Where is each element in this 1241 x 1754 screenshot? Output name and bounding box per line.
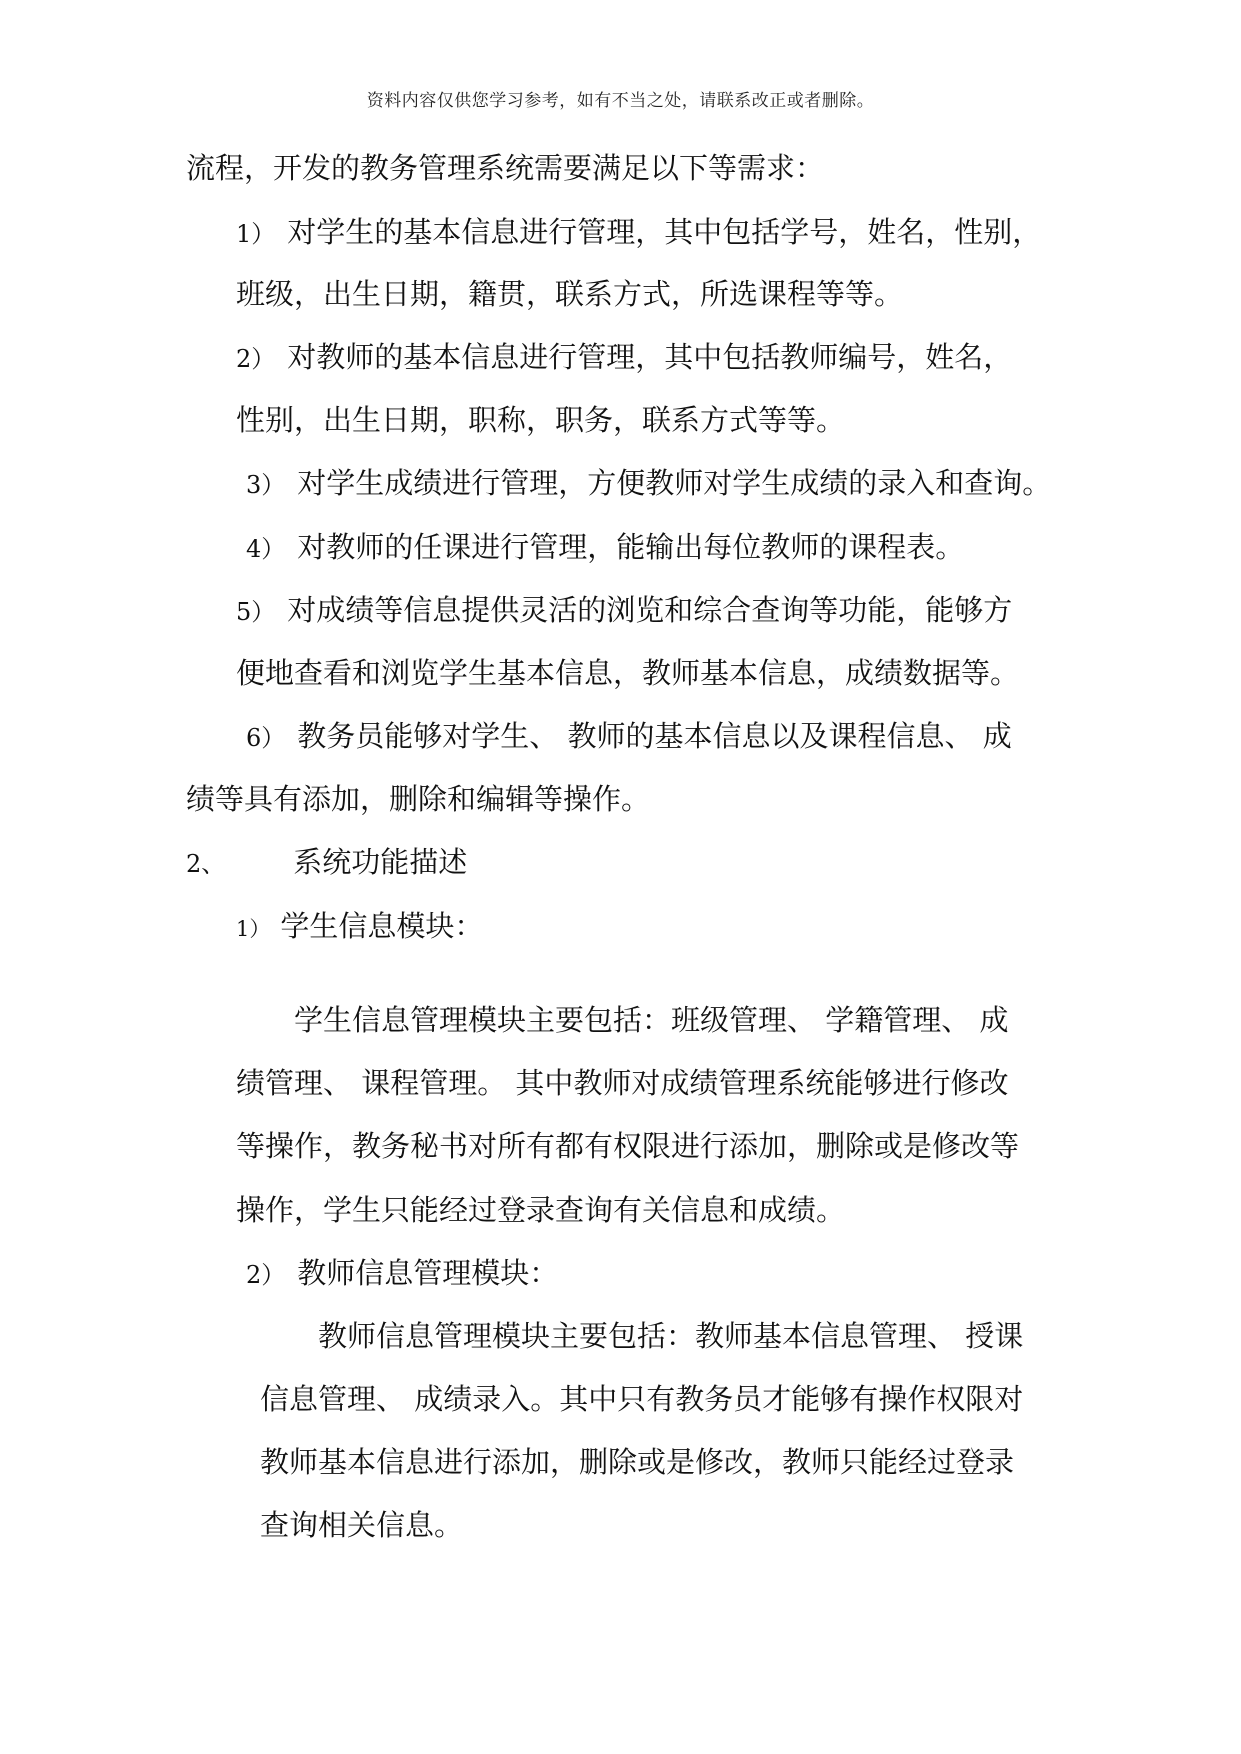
requirement-2-text: 对教师的基本信息进行管理，其中包括教师编号，姓名， [287, 340, 1013, 374]
section-2-title: 系统功能描述 [293, 845, 468, 879]
requirement-3-line-1 [246, 463, 1051, 505]
module-2-heading [246, 1253, 558, 1295]
module-1-line-2: 绩管理、 课程管理。 其中教师对成绩管理系统能够进行修改 [236, 1066, 1009, 1100]
requirement-5-line-1 [236, 590, 1012, 632]
requirement-2-line-2: 性别，出生日期，职称，职务，联系方式等等。 [236, 403, 846, 437]
module-1-line-4: 操作，学生只能经过登录查询有关信息和成绩。 [236, 1193, 846, 1227]
module-2-title: 教师信息管理模块： [297, 1256, 559, 1290]
section-2-number: 2、 [186, 850, 226, 878]
requirement-3-text: 对学生成绩进行管理，方便教师对学生成绩的录入和查询。 [297, 466, 1052, 500]
requirement-2-number: 2） [236, 345, 276, 373]
requirement-1-line-2: 班级，出生日期，籍贯，联系方式，所选课程等等。 [236, 277, 904, 311]
module-2-line-4: 查询相关信息。 [260, 1508, 464, 1542]
module-1-number: 1） [236, 917, 271, 941]
requirement-4-number: 4） [246, 535, 286, 563]
module-2-line-3: 教师基本信息进行添加，删除或是修改，教师只能经过登录 [260, 1445, 1015, 1479]
requirement-1-number: 1） [236, 220, 276, 248]
requirement-5-line-2: 便地查看和浏览学生基本信息，教师基本信息，成绩数据等。 [236, 656, 1020, 690]
module-1-line-3: 等操作，教务秘书对所有都有权限进行添加，删除或是修改等 [236, 1129, 1020, 1163]
requirement-5-text: 对成绩等信息提供灵活的浏览和综合查询等功能，能够方 [287, 593, 1013, 627]
requirement-6-line-2: 绩等具有添加，删除和编辑等操作。 [186, 782, 651, 816]
module-2-line-2: 信息管理、 成绩录入。其中只有教务员才能够有操作权限对 [260, 1382, 1024, 1416]
module-1-heading [236, 906, 483, 949]
module-1-title: 学生信息模块： [280, 909, 484, 943]
requirement-6-line-1 [246, 716, 1012, 758]
requirement-5-number: 5） [236, 598, 276, 626]
requirement-4-line-1 [246, 527, 964, 569]
module-2-line-1: 教师信息管理模块主要包括：教师基本信息管理、 授课 [318, 1319, 1024, 1353]
header-disclaimer: 资料内容仅供您学习参考，如有不当之处，请联系改正或者删除。 [366, 91, 875, 111]
requirement-6-number: 6） [246, 724, 286, 752]
intro-line: 流程，开发的教务管理系统需要满足以下等需求： [186, 151, 825, 185]
requirement-2-line-1 [236, 337, 1012, 379]
section-2-heading [186, 842, 467, 884]
module-1-line-1: 学生信息管理模块主要包括：班级管理、 学籍管理、 成 [294, 1003, 1009, 1037]
requirement-3-number: 3） [246, 471, 286, 499]
requirement-1-text: 对学生的基本信息进行管理，其中包括学号，姓名，性别， [287, 215, 1042, 249]
module-2-number: 2） [246, 1261, 286, 1289]
requirement-4-text: 对教师的任课进行管理，能输出每位教师的课程表。 [297, 530, 965, 564]
requirement-1-line-1 [236, 212, 1041, 254]
requirement-6-text: 教务员能够对学生、 教师的基本信息以及课程信息、 成 [297, 719, 1012, 753]
